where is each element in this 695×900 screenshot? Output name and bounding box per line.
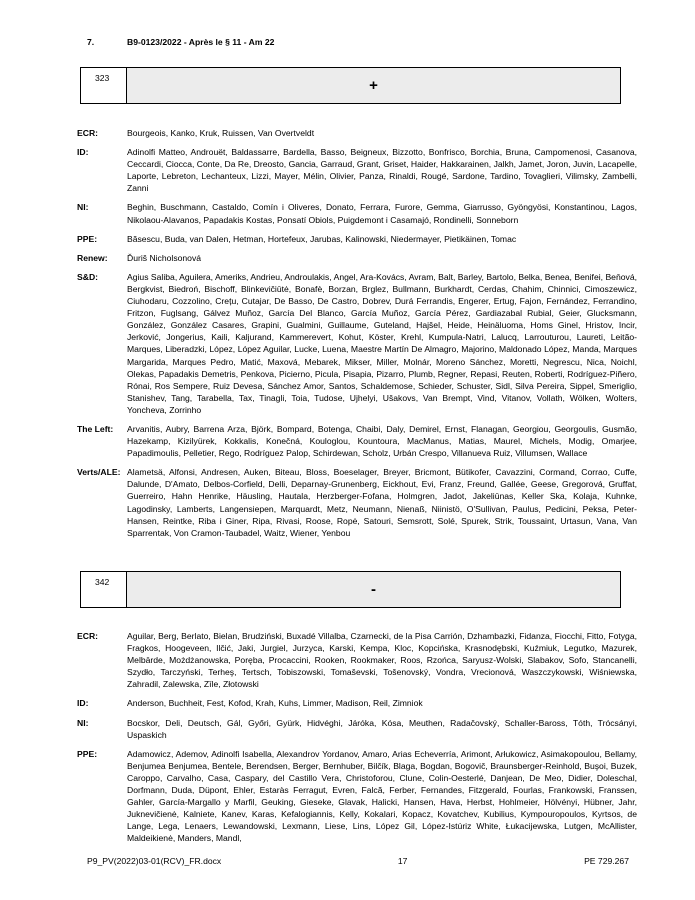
group-label: NI:	[77, 717, 89, 728]
group-members: Adinolfi Matteo, Androuët, Baldassarre, Bardella, Basso, Beigneux, Bizzotto, Bonfrisco, Borchia, Bruna, Campomenosi, Casanova, Ceccardi, Ciocca, Conte, Da Re, Dreosto, Gancia, Garraud, Grant, Griset, Haider, Hakkarainen, Jalkh, Jamet, Joron, Juvin, Lacapelle, Laporte, Lebreton, Lechanteux, Lizzi, Mayer, Mélin, Olivier, Panza, Rinaldi, Rougé, Sardone, Tardino, Tovaglieri, Vilimsky, Zambelli, Zanni	[127, 147, 637, 194]
group-entry	[77, 146, 637, 194]
group-members: Bocskor, Deli, Deutsch, Gál, Győri, Gyürk, Hidvéghi, Járóka, Kósa, Meuthen, Radačovský, Schaller-Baross, Tóth, Trócsányi, Uspaskich	[127, 717, 637, 740]
footer-filename: P9_PV(2022)03-01(RCV)_FR.docx	[87, 856, 222, 866]
group-members: Alametsä, Alfonsi, Andresen, Auken, Biteau, Bloss, Boeselager, Breyer, Bricmont, Bütikofer, Cavazzini, Cormand, Corrao, Cuffe, Dalunde, D'Amato, Delbos-Corfield, Delli, Deparnay-Grunenberg, Eickhout, Evi, Franz, Freund, Gallée, Geese, Gregorová, Gruffat, Guerreiro, Hahn Henrike, Häusling, Hautala, Herzberger-Fofana, Holmgren, Jadot, Jakeliūnas, Keller Ska, Kolaja, Kuhnke, Lagodinsky, Lamberts, Langensiepen, Marquardt, Metz, Neumann, Nienaß, Niinistö, O'Sullivan, Paulus, Pedicini, Peksa, Peter-Hansen, Reintke, Riba i Giner, Ripa, Rivasi, Roose, Ropė, Satouri, Semsrott, Solé, Spurek, Strik, Toussaint, Urtasun, Vana, Van Sparrentak, Von Cramon-Taubadel, Waitz, Wiener, Yenbou	[127, 467, 637, 538]
footer-reference: PE 729.267	[584, 856, 629, 866]
group-entry	[77, 201, 637, 225]
group-members: Agius Saliba, Aguilera, Ameriks, Andrieu, Androulakis, Angel, Ara-Kovács, Avram, Balt, Barley, Bartolo, Belka, Benea, Benifei, Beňová, Bergkvist, Biedroń, Bischoff, Blinkevičiūtė, Bonafè, Borzan, Brglez, Bullmann, Burkhardt, Cerdas, Chahim, Chinnici, Cimoszewicz, Ciuhodaru, Cozzolino, Crețu, Cutajar, De Basso, De Castro, Dobrev, Durá Ferrandis, Engerer, Ertug, Fajon, Fernández, Ferrandino, Fritzon, Fuglsang, Gálvez Muñoz, García Del Blanco, García Muñoz, García Pérez, Gardiazabal Rubial, Geier, Glucksmann, González, González Casares, Grapini, Gualmini, Guillaume, Guteland, Hajšel, Heide, Heinäluoma, Homs Ginel, Hristov, Incir, Jerković, Jongerius, Kaili, Kaljurand, Kammerevert, Kohut, Köster, Krehl, Kumpula-Natri, Lalucq, Larrouturou, Laureti, Leitão-Marques, Liberadzki, López, López Aguilar, Lucke, Luena, Maestre Martín De Almagro, Majorino, Maldonado López, Manda, Marques Margarida, Marques Pedro, Matić, Maxová, Mebarek, Mikser, Miller, Molnár, Moreno Sánchez, Moretti, Negrescu, Nica, Noichl, Olekas, Papadakis Demetris, Penkova, Picierno, Picula, Pisapia, Pizarro, Plumb, Regner, Repasi, Reuten, Roberti, Rodríguez-Piñero, Rónai, Ros Sempere, Ruiz Devesa, Sánchez Amor, Santos, Schaldemose, Schieder, Schuster, Sidl, Silva Pereira, Sippel, Smeriglio, Stanishev, Tang, Tarabella, Tax, Tinagli, Toia, Tudose, Ujhelyi, Ušakovs, Van Brempt, Vind, Vitanov, Vollath, Wölken, Wolters, Yoncheva, Zorrinho	[127, 271, 637, 415]
group-members: Arvanitis, Aubry, Barrena Arza, Björk, Bompard, Botenga, Chaibi, Daly, Demirel, Ernst, Flanagan, Georgiou, Georgoulis, Gusmão, Hazekamp, Kizilyürek, Kokkalis, Konečná, Kouloglou, Kountoura, MacManus, Matias, Maurel, Michels, Modig, Omarjee, Papadimoulis, Pelletier, Rego, Rodríguez Palop, Schirdewan, Scholz, Urbán Crespo, Villanueva Ruiz, Villumsen, Wallace	[127, 423, 637, 459]
group-label: ID:	[77, 147, 89, 158]
group-label: Renew:	[77, 252, 108, 263]
group-label: PPE:	[77, 748, 98, 759]
group-entry	[77, 252, 637, 264]
group-members: Băsescu, Buda, van Dalen, Hetman, Hortefeux, Jarubas, Kalinowski, Niedermayer, Pietikäinen, Tomac	[127, 233, 517, 244]
vote-count: 323	[81, 68, 127, 103]
group-members: Bourgeois, Kanko, Kruk, Ruissen, Van Overtveldt	[127, 128, 315, 138]
group-label: ECR:	[77, 128, 99, 138]
group-entry	[77, 717, 637, 741]
group-entry	[77, 697, 637, 709]
group-label: NI:	[77, 202, 89, 213]
group-members: Aguilar, Berg, Berlato, Bielan, Brudziński, Buxadé Villalba, Czarnecki, de la Pisa Carrión, Dzhambazki, Fidanza, Fiocchi, Fitto, Fotyga, Fragkos, Hoogeveen, Ilčić, Jaki, Jurgiel, Jurzyca, Karski, Kempa, Kloc, Kopcińska, Krasnodębski, Kuźmiuk, Legutko, Mazurek, Melbārde, Możdżanowska, Poręba, Procaccini, Rooken, Rookmaker, Roos, Rzońca, Saryusz-Wolski, Slabakov, Sofo, Stancanelli, Szydło, Tarczyński, Terheş, Tertsch, Tobiszowski, Tomaševski, Tošenovský, Vondra, Vrecionová, Waszczykowski, Wiśniewska, Zahradil, Zalewska, Zīle, Złotowski	[127, 631, 637, 690]
document-header	[87, 37, 274, 47]
vote-result-symbol: -	[127, 572, 620, 607]
group-label: ID:	[77, 698, 89, 709]
group-entry	[77, 630, 637, 690]
group-label: S&D:	[77, 271, 99, 282]
group-label: ECR:	[77, 631, 99, 641]
group-label: Verts/ALE:	[77, 467, 121, 478]
group-members: Anderson, Buchheit, Fest, Kofod, Krah, Kuhs, Limmer, Madison, Reil, Zimniok	[127, 698, 423, 709]
group-label: The Left:	[77, 423, 114, 434]
group-entry	[77, 127, 637, 139]
vote-result-symbol: +	[127, 68, 620, 103]
page-footer	[87, 856, 629, 866]
vote-box-against	[80, 571, 621, 608]
item-title: B9-0123/2022 - Après le § 11 - Am 22	[127, 37, 275, 47]
group-entry	[77, 466, 637, 539]
vote-against-groups	[77, 630, 637, 845]
group-entry	[77, 423, 637, 459]
vote-for-groups	[77, 127, 637, 539]
group-label: PPE:	[77, 233, 98, 244]
item-number: 7.	[87, 37, 95, 47]
group-entry	[77, 748, 637, 845]
group-members: Beghin, Buschmann, Castaldo, Comín i Oliveres, Donato, Ferrara, Furore, Gemma, Giarrusso, Gyöngyösi, Konstantinou, Lagos, Nikolaou-Alavanos, Papadakis Kostas, Ponsatí Obiols, Puigdemont i Casamajó, Rondinelli, Sonneborn	[127, 202, 637, 225]
vote-count: 342	[81, 572, 127, 607]
vote-box-for	[80, 67, 621, 104]
footer-page-number: 17	[397, 856, 408, 866]
group-entry	[77, 233, 637, 245]
group-members: Ďuriš Nicholsonová	[127, 252, 202, 263]
group-members: Adamowicz, Ademov, Adinolfi Isabella, Alexandrov Yordanov, Amaro, Arias Echeverría, Arimont, Arłukowicz, Asimakopoulou, Bellamy, Benjumea Benjumea, Bentele, Berendsen, Berger, Bernhuber, Bilčík, Blaga, Bogdan, Bogovič, Braunsberger-Reinhold, Buşoi, Buzek, Caroppo, Carvalho, Casa, Caspary, del Castillo Vera, Christoforou, Clune, Colin-Oesterlé, Danjean, De Meo, Didier, Doleschal, Dorfmann, Duda, Düpont, Ehler, Estaràs Ferragut, Evren, Falcă, Ferber, Fernandes, Fitzgerald, Fourlas, Frankowski, Franssen, Gahler, García-Margallo y Marfil, Geuking, Gieseke, Glavak, Halicki, Hansen, Hava, Herbst, Hohlmeier, Hölvényi, Hübner, Jahr, Juknevičienė, Kalniete, Kanev, Karas, Kefalogiannis, Kelly, Kokalari, Kopacz, Kovatchev, Kubilius, Kympouropoulos, Kyrtsos, de Lange, Lega, Lenaers, Lewandowski, Lexmann, Liese, Lins, López Gil, López-Istúriz White, Łukacijewska, Lutgen, McAllister, Maldeikienė, Manders, Mandl,	[127, 748, 637, 844]
group-entry	[77, 271, 637, 416]
